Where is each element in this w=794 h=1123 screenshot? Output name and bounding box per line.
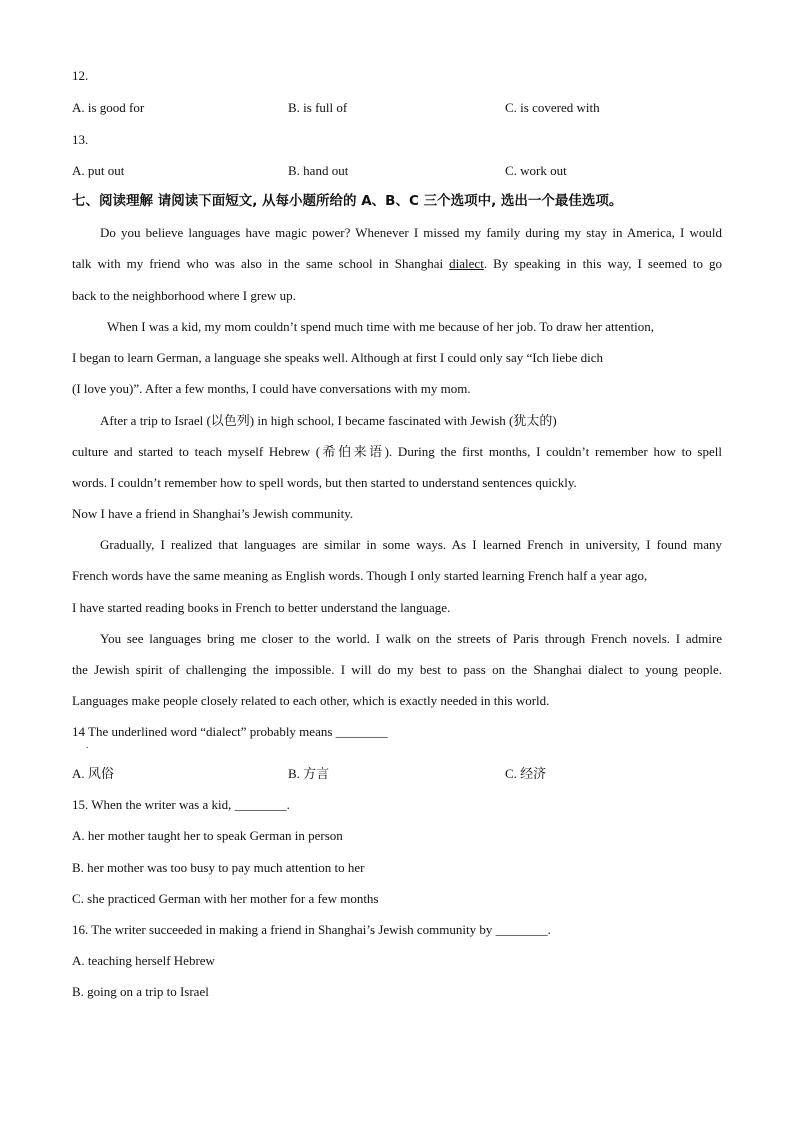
q12-option-c: C. is covered with: [505, 100, 600, 115]
passage-p1-line2: talk with my friend who was also in the same school in Shanghai dialect. By speaking in this way, I seemed to go: [72, 256, 722, 271]
q13-option-a: A. put out: [72, 163, 125, 178]
q15-option-a: A. her mother taught her to speak German in person: [72, 828, 343, 843]
underlined-word-dialect: dialect: [449, 256, 484, 271]
passage-p4-line3: I have started reading books in French to better understand the language.: [72, 600, 451, 615]
passage-p3-line4: Now I have a friend in Shanghai’s Jewish community.: [72, 506, 354, 521]
passage-p5-line3: Languages make people closely related to each other, which is exactly needed in this world.: [72, 693, 550, 708]
q15-stem: 15. When the writer was a kid, ________.: [72, 797, 290, 812]
q16-stem: 16. The writer succeeded in making a friend in Shanghai’s Jewish community by ________.: [72, 922, 551, 937]
q16-option-b: B. going on a trip to Israel: [72, 984, 209, 999]
section-heading: 七、阅读理解 请阅读下面短文, 从每小题所给的 A、B、C 三个选项中, 选出一个最佳选项。: [72, 193, 623, 209]
q12-number: 12.: [72, 68, 89, 83]
q13-option-c: C. work out: [505, 163, 567, 178]
passage-p2-line1: When I was a kid, my mom couldn’t spend much time with me because of her job. To draw her attention,: [107, 319, 655, 334]
q15-option-b: B. her mother was too busy to pay much attention to her: [72, 860, 365, 875]
q14-stem: 14 The underlined word “dialect” probably means ________: [72, 724, 388, 739]
q16-option-a: A. teaching herself Hebrew: [72, 953, 215, 968]
passage-p5-line1: You see languages bring me closer to the world. I walk on the streets of Paris through French novels. I admire: [100, 631, 722, 646]
passage-p5-line2: the Jewish spirit of challenging the impossible. I will do my best to pass on the Shanghai dialect to young people.: [72, 662, 722, 677]
q13-number: 13.: [72, 132, 89, 147]
passage-p4-line1: Gradually, I realized that languages are similar in some ways. As I learned French in university, I found many: [100, 537, 722, 552]
q12-option-a: A. is good for: [72, 100, 145, 115]
passage-p2-line3: (I love you)”. After a few months, I could have conversations with my mom.: [72, 381, 471, 396]
passage-p3-line1: After a trip to Israel (以色列) in high school, I became fascinated with Jewish (犹太的): [100, 413, 557, 428]
passage-p2-line2: I began to learn German, a language she speaks well. Although at first I could only say “Ich liebe dich: [72, 350, 604, 365]
q14-option-a: A. 风俗: [72, 766, 114, 781]
passage-p1-line1: Do you believe languages have magic power? Whenever I missed my family during my stay in America, I would: [100, 225, 722, 240]
q14-option-b: B. 方言: [288, 766, 330, 781]
q13-option-b: B. hand out: [288, 163, 349, 178]
q14-option-c: C. 经济: [505, 766, 547, 781]
q14-number-dot: .: [86, 740, 89, 750]
q12-option-b: B. is full of: [288, 100, 348, 115]
passage-p1-line3: back to the neighborhood where I grew up.: [72, 288, 296, 303]
q15-option-c: C. she practiced German with her mother for a few months: [72, 891, 379, 906]
passage-p4-line2: French words have the same meaning as English words. Though I only started learning French half a year ago,: [72, 568, 648, 583]
passage-p3-line3: words. I couldn’t remember how to spell words, but then started to understand sentences quickly.: [72, 475, 577, 490]
passage-p3-line2: culture and started to teach myself Hebrew (希伯来语). During the first months, I couldn’t remember how to spell: [72, 444, 722, 459]
